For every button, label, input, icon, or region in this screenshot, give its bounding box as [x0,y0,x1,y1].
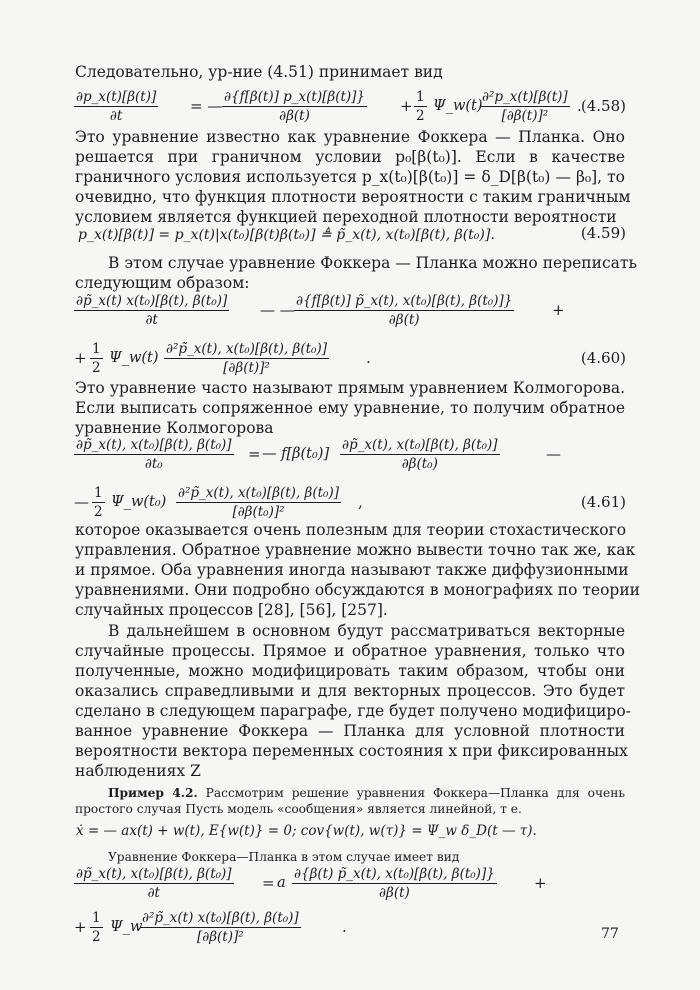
p5-line: сделано в следующем параграфе, где будет получено модифициро- [75,702,631,720]
eqex-c: $\frac{\text{∂²p̃\_x(t) x(t₀)[β(t), β(t₀)]}}{\text{[∂β(t)]²}}$ [142,910,299,945]
intro-line: Следовательно, ур-ние (4.51) принимает вид [75,63,443,81]
page-number: 77 [601,926,619,942]
p2-line: В этом случае уравнение Фоккера — Планка можно переписать [108,254,637,272]
p1-line: решается при граничном условии p₀[β(t₀)]. Если в качестве [75,148,625,166]
p1-line: очевидно, что функция плотности вероятности с таким граничным [75,188,631,206]
eq461-b: $\frac{\text{∂p̃\_x(t), x(t₀)[β(t), β(t₀)]}}{\text{∂β(t₀)}}$ [342,437,498,472]
p5-line: случайные процессы. Прямое и обратное уравнения, только что [75,642,625,660]
p4-line: и прямое. Оба уравнения иногда называют также диффузионными [75,561,629,579]
eq460-a: $\frac{\text{∂p̃\_x(t) x(t₀)[β(t), β(t₀)]}}{\partial t}$ [76,293,228,328]
eq-number-4-60: (4.60) [580,349,626,367]
eq461-a: $\frac{\text{∂p̃\_x(t), x(t₀)[β(t), β(t₀)]}}{\text{∂t₀}}$ [76,437,232,472]
eq458-lhs: $\frac{\partial p\_x(t)[\beta(t)]}{\partial t}$ [76,89,157,124]
p5-line: наблюдениях Z [75,762,201,780]
p1-line: граничного условия используется p_x(t₀)[β(t₀)] = δ_D[β(t₀) — β₀], то [75,168,625,186]
p1-line: Это уравнение известно как уравнение Фоккера — Планка. Оно [75,128,625,146]
p5-line: вероятности вектора переменных состояния x при фиксированных [75,742,628,760]
book-page: Следовательно, ур-ние (4.51) принимает вид $\frac{\partial p\_x(t)[\beta(t)]}{\partial t}$ = — $\frac{\partial\{f[\beta(t)] p\_x(t)[\beta(t)]\}}{\partial\beta(t)}$ + $\frac{1}{2}$ Ψ_w(t) $\frac{\text{∂²p\_x(t)[β(t)]}}{\text{[∂β(t)]²}}$ . (4.58) Это уравнение известно как уравнение Фоккера — Планка. Оно решается при граничном условии p₀[β(t₀)]. Если в качестве граничного условия используется p_x(t₀)[β(t₀)] = δ_D[β(t₀) — β₀], то очевидно, что функция плотности вероятности с таким граничным условием является функцией переходной плотности вероятности p_x(t)[β(t)] = p_x(t)|x(t₀)[β(t)β(t₀)] ≜ p̃_x(t), x(t₀)[β(t), β(t₀)]. (4.59) В этом случае уравнение Фоккера — Планка можно переписать следующим образом: $\frac{\text{∂p̃\_x(t) x(t₀)[β(t), β(t₀)]}}{\partial t}$ — — $\frac{\text{∂\{f[β(t)] p̃\_x(t), x(t₀)[β(t), β(t₀)]\}}}{\partial\beta(t)}$ + + $\frac{1}{2}$ Ψ_w(t) $\frac{\text{∂²p̃\_x(t), x(t₀)[β(t), β(t₀)]}}{\text{[∂β(t)]²}}$ . (4.60) Это уравнение часто называют прямым уравнением Колмогорова. Если выписать сопряженное ему уравнение, то получим обратное уравнение Колмогорова $\frac{\text{∂p̃\_x(t), x(t₀)[β(t), β(t₀)]}}{\text{∂t₀}}$ = — f[β(t₀)] $\frac{\text{∂p̃\_x(t), x(t₀)[β(t), β(t₀)]}}{\text{∂β(t₀)}}$ — — $\frac{1}{2}$ Ψ_w(t₀) $\frac{\text{∂²p̃\_x(t), x(t₀)[β(t), β(t₀)]}}{\text{[∂β(t₀)]²}}$ , (4.61) которое оказывается очень полезным для теории стохастического управления. Обратное уравнение можно вывести точно так же, как и прямое. Оба уравнения иногда называют также диффузионными уравнениями. Они подробно обсуждаются в монографиях по теории случайных процессов [28], [56], [257]. В дальнейшем в основном будут рассматриваться векторные случайные процессы. Прямое и обратное уравнения, только что полученные, можно модифицировать таким образом, чтобы они оказались справедливыми и для векторных процессов. Это будет сделано в следующем параграфе, где будет получено модифициро- ванное уравнение Фоккера — Планка для условной плотности вероятности вектора переменных состояния x при фиксированных наблюдениях Z Пример 4.2. Рассмотрим решение уравнения Фоккера—Планка для очень простого случая Пусть модель «сообщения» является линейной, т е. ẋ = — ax(t) + w(t), E{w(t)} = 0; cov{w(t), w(τ)} = Ψ_w δ_D(t — τ). Уравнение Фоккера—Планка в этом случае имеет вид $\frac{\text{∂p̃\_x(t), x(t₀)[β(t), β(t₀)]}}{\partial t}$ = a $\frac{\text{∂\{β(t) p̃\_x(t), x(t₀)[β(t), β(t₀)]\}}}{\partial\beta(t)}$ + + $\frac{1}{2}$ Ψ_w $\frac{\text{∂²p̃\_x(t) x(t₀)[β(t), β(t₀)]}}{\text{[∂β(t)]²}}$ . 77 [0,0,700,990]
eq460-b: $\frac{\text{∂\{f[β(t)] p̃\_x(t), x(t₀)[β(t), β(t₀)]\}}}{\partial\beta(t)}$ [296,293,513,328]
eqex-half: $\frac{1}{2}$ [92,910,101,945]
eq458-diffusion: $\frac{\text{∂²p\_x(t)[β(t)]}}{\text{[∂β(t)]²}}$ [482,89,568,124]
p3-line: Если выписать сопряженное ему уравнение, то получим обратное [75,399,625,417]
p5-line: ванное уравнение Фоккера — Планка для условной плотности [75,722,625,740]
p3-line: уравнение Колмогорова [75,419,274,437]
p5-line: полученные, можно модифицировать таким образом, чтобы они [75,662,625,680]
eq461-half: $\frac{1}{2}$ [94,485,103,520]
p5-line: оказались справедливыми и для векторных процессов. Это будет [75,682,625,700]
p4-line: которое оказывается очень полезным для теории стохастического [75,521,627,539]
p4-line: уравнениями. Они подробно обсуждаются в монографиях по теории [75,581,640,599]
p5-line: В дальнейшем в основном будут рассматриваться векторные [108,622,625,640]
eq-number-4-61: (4.61) [580,493,626,511]
example-line: простого случая Пусть модель «сообщения» является линейной, т е. [75,802,522,816]
p4-line: случайных процессов [28], [56], [257]. [75,601,388,619]
eq460-c: $\frac{\text{∂²p̃\_x(t), x(t₀)[β(t), β(t₀)]}}{\text{[∂β(t)]²}}$ [166,341,327,376]
eq-number-4-58: (4.58) [580,97,626,115]
eq458-half: $\frac{1}{2}$ [416,89,425,124]
p2-line: следующим образом: [75,274,250,292]
p3-line: Это уравнение часто называют прямым уравнением Колмогорова. [75,379,625,397]
equation-4-59: p_x(t)[β(t)] = p_x(t)|x(t₀)[β(t)β(t₀)] ≜ p̃_x(t), x(t₀)[β(t), β(t₀)]. [78,227,495,243]
eq-number-4-59: (4.59) [580,224,626,242]
eq460-half: $\frac{1}{2}$ [92,341,101,376]
p1-line: условием является функцией переходной плотности вероятности [75,208,617,226]
example-line: Уравнение Фоккера—Планка в этом случае имеет вид [108,850,460,864]
example-line: Пример 4.2. Рассмотрим решение уравнения Фоккера—Планка для очень [108,786,625,800]
model-equation: ẋ = — ax(t) + w(t), E{w(t)} = 0; cov{w(t), w(τ)} = Ψ_w δ_D(t — τ). [76,823,537,839]
eqex-b: $\frac{\text{∂\{β(t) p̃\_x(t), x(t₀)[β(t), β(t₀)]\}}}{\partial\beta(t)}$ [294,866,495,901]
eqex-a: $\frac{\text{∂p̃\_x(t), x(t₀)[β(t), β(t₀)]}}{\partial t}$ [76,866,232,901]
eq458-flux: $\frac{\partial\{f[\beta(t)] p\_x(t)[\beta(t)]\}}{\partial\beta(t)}$ [224,89,366,124]
eq461-c: $\frac{\text{∂²p̃\_x(t), x(t₀)[β(t), β(t₀)]}}{\text{[∂β(t₀)]²}}$ [178,485,339,520]
p4-line: управления. Обратное уравнение можно вывести точно так же, как [75,541,636,559]
